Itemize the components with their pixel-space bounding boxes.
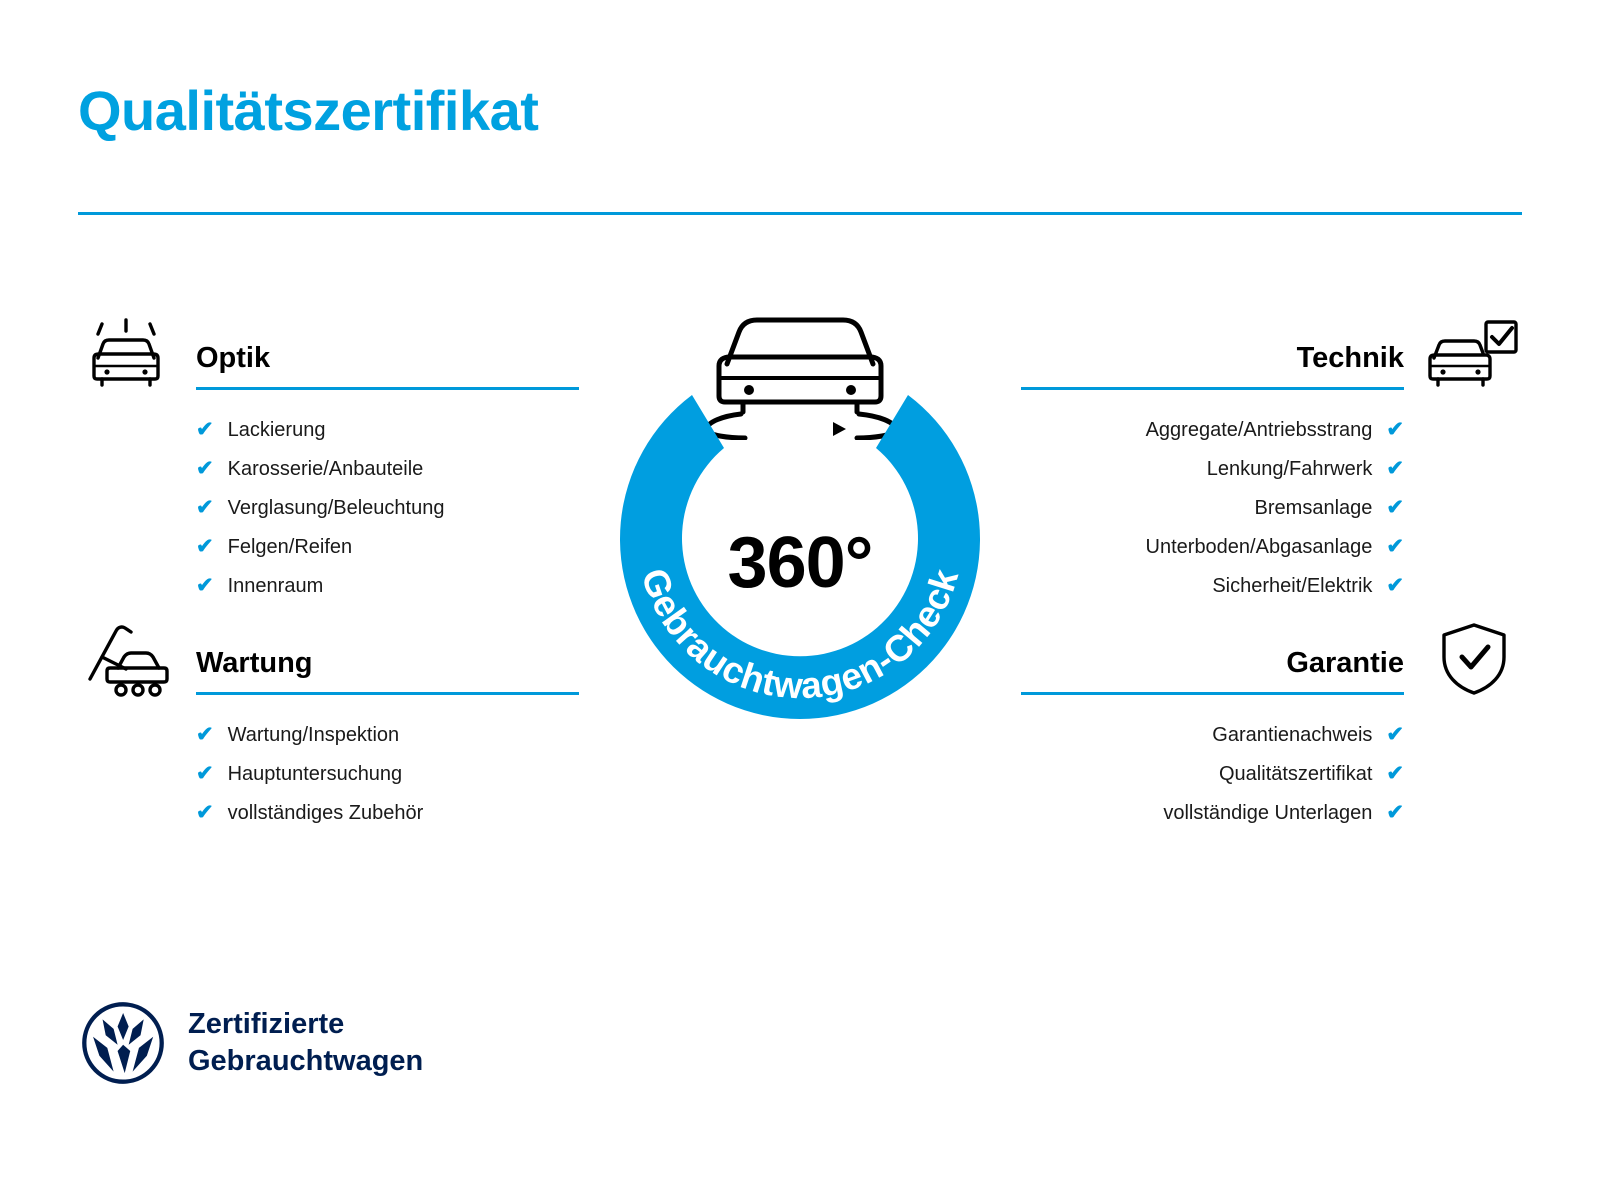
check-icon: ✔ — [1386, 418, 1404, 441]
footer-brand — [80, 1000, 423, 1086]
car-lift-service-icon — [78, 623, 174, 695]
section-optik-title: Optik — [196, 342, 271, 374]
check-icon: ✔ — [196, 496, 214, 519]
list-item-label: Lackierung — [227, 418, 326, 441]
section-garantie-list — [1018, 715, 1404, 832]
check-icon: ✔ — [196, 762, 214, 785]
check-icon: ✔ — [1386, 535, 1404, 558]
vw-logo-icon — [80, 1000, 166, 1086]
car-front-polish-icon — [78, 318, 174, 390]
list-item — [1018, 754, 1404, 793]
shield-check-icon — [1426, 623, 1522, 695]
check-icon: ✔ — [196, 457, 214, 480]
check-icon: ✔ — [1386, 801, 1404, 824]
page-header — [78, 79, 1522, 142]
list-item — [196, 410, 580, 449]
section-wartung-list — [196, 715, 580, 832]
section-wartung-divider — [196, 692, 579, 695]
list-item — [196, 527, 580, 566]
check-icon: ✔ — [196, 723, 214, 746]
section-optik-divider — [196, 387, 579, 390]
list-item-label: Aggregate/Antriebsstrang — [1145, 418, 1373, 441]
degrees-label: 360° — [727, 523, 873, 603]
check-icon: ✔ — [1386, 574, 1404, 597]
list-item — [1018, 566, 1404, 605]
list-item — [196, 449, 580, 488]
header-divider — [78, 212, 1522, 215]
section-garantie — [1018, 635, 1522, 832]
list-item — [1018, 527, 1404, 566]
section-technik-divider — [1021, 387, 1404, 390]
list-item — [1018, 449, 1404, 488]
check-icon: ✔ — [196, 574, 214, 597]
section-technik — [1018, 330, 1522, 605]
list-item-label: Karosserie/Anbauteile — [227, 457, 424, 480]
check-icon: ✔ — [1386, 496, 1404, 519]
list-item — [196, 754, 580, 793]
list-item-label: Innenraum — [227, 574, 324, 597]
list-item-label: Verglasung/Beleuchtung — [227, 496, 445, 519]
section-garantie-divider — [1021, 692, 1404, 695]
list-item — [196, 715, 580, 754]
footer-line-2: Gebrauchtwagen — [188, 1045, 424, 1077]
list-item-label: Wartung/Inspektion — [227, 723, 400, 746]
list-item — [1018, 410, 1404, 449]
section-garantie-title: Garantie — [1286, 647, 1404, 679]
section-technik-header — [1018, 330, 1522, 390]
section-optik — [78, 330, 580, 605]
page-title: Qualitätszertifikat — [78, 79, 539, 142]
section-optik-title-wrap — [196, 344, 579, 390]
list-item-label: vollständige Unterlagen — [1163, 801, 1373, 824]
check-icon: ✔ — [196, 418, 214, 441]
list-item-label: Qualitätszertifikat — [1219, 762, 1373, 785]
section-technik-title: Technik — [1296, 342, 1404, 374]
section-garantie-header — [1018, 635, 1522, 695]
section-wartung-title: Wartung — [196, 647, 313, 679]
list-item — [196, 793, 580, 832]
check-icon: ✔ — [196, 801, 214, 824]
section-optik-header — [78, 330, 580, 390]
section-wartung — [78, 635, 580, 832]
list-item — [196, 488, 580, 527]
section-garantie-title-wrap — [1021, 649, 1404, 695]
list-item — [1018, 488, 1404, 527]
center-badge — [565, 300, 1035, 770]
check-icon: ✔ — [196, 535, 214, 558]
list-item-label: Felgen/Reifen — [227, 535, 353, 558]
section-wartung-header — [78, 635, 580, 695]
section-technik-list — [1018, 410, 1404, 605]
section-technik-title-wrap — [1021, 344, 1404, 390]
check-icon: ✔ — [1386, 723, 1404, 746]
car-checklist-icon — [1426, 318, 1522, 390]
list-item-label: vollständiges Zubehör — [227, 801, 424, 824]
svg-text:Gebrauchtwagen-Check: Gebrauchtwagen-Check — [633, 563, 967, 707]
list-item-label: Bremsanlage — [1254, 496, 1373, 519]
footer-text — [188, 1006, 423, 1079]
list-item — [1018, 793, 1404, 832]
section-wartung-title-wrap — [196, 649, 579, 695]
check-icon: ✔ — [1386, 457, 1404, 480]
list-item — [1018, 715, 1404, 754]
footer-line-1: Zertifizierte — [188, 1008, 345, 1041]
list-item-label: Unterboden/Abgasanlage — [1145, 535, 1373, 558]
list-item-label: Sicherheit/Elektrik — [1212, 574, 1373, 597]
list-item-label: Garantienachweis — [1212, 723, 1373, 746]
list-item-label: Lenkung/Fahrwerk — [1206, 457, 1373, 480]
check-icon: ✔ — [1386, 762, 1404, 785]
list-item — [196, 566, 580, 605]
list-item-label: Hauptuntersuchung — [227, 762, 403, 785]
section-optik-list — [196, 410, 580, 605]
